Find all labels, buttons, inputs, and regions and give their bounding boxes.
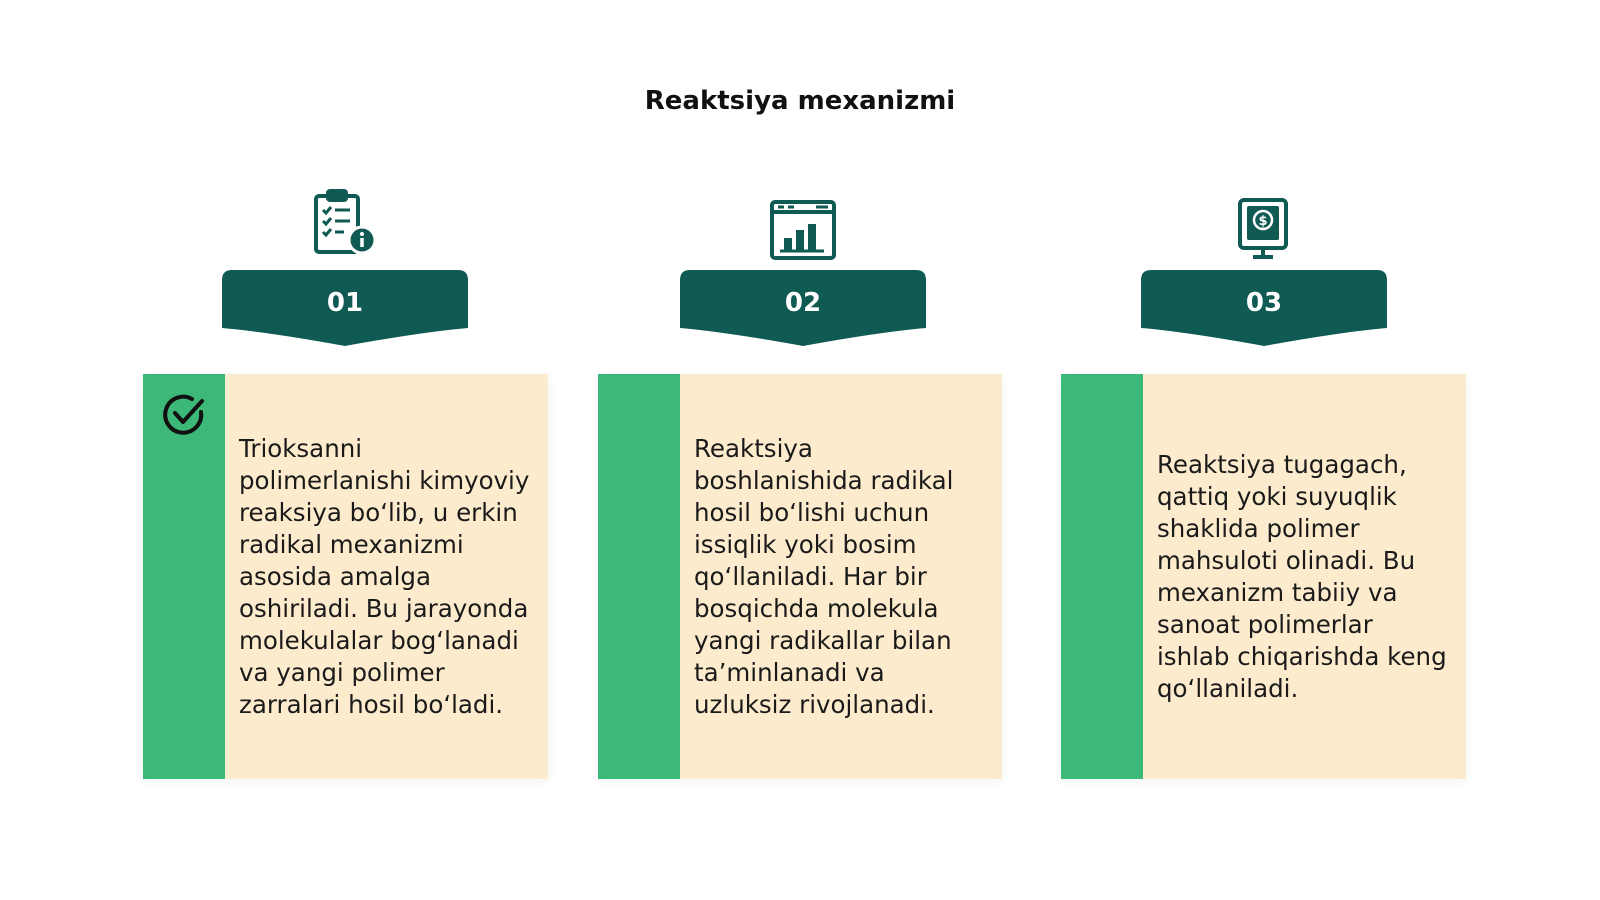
card-accent-strip xyxy=(143,374,225,779)
bar-chart-window-icon xyxy=(768,196,838,266)
step-banner-02 xyxy=(680,270,926,350)
card-accent-strip xyxy=(598,374,680,779)
card-body xyxy=(225,374,548,779)
page-title: Reaktsiya mexanizmi xyxy=(644,86,956,116)
step-banner-03 xyxy=(1141,270,1387,350)
step-banner-01 xyxy=(222,270,468,350)
step-number: 01 xyxy=(326,288,364,318)
check-circle-icon xyxy=(161,392,207,438)
step-card-03 xyxy=(1061,374,1466,779)
card-accent-strip xyxy=(1061,374,1143,779)
card-body xyxy=(680,374,1002,779)
step-card-01 xyxy=(143,374,548,779)
step-description: Reaktsiya boshlanishida radikal hosil bo‘lishi uchun issiqlik yoki bosim qo‘llaniladi. Har bir bosqichda molekula yangi radikallar bilan ta’minlanadi va uzluksiz rivojlanadi. xyxy=(694,433,954,719)
clipboard-checklist-info-icon xyxy=(310,188,380,258)
step-description: Trioksanni polimerlanishi kimyoviy reaksiya bo‘lib, u erkin radikal mexanizmi asosida amalga oshiriladi. Bu jarayonda molekulalar bog‘lanadi va yangi polimer zarralari hosil bo‘ladi. xyxy=(239,433,530,719)
step-number: 02 xyxy=(784,288,822,318)
dollar-monitor-icon xyxy=(1228,194,1298,264)
step-card-02 xyxy=(598,374,1002,779)
step-number: 03 xyxy=(1245,288,1283,318)
card-body xyxy=(1143,374,1466,779)
svg-text:$: $ xyxy=(1258,214,1268,229)
step-description: Reaktsiya tugagach, qattiq yoki suyuqlik shaklida polimer mahsuloti olinadi. Bu mexanizm tabiiy va sanoat polimerlar ishlab chiqarishda keng qo‘llaniladi. xyxy=(1157,449,1447,703)
